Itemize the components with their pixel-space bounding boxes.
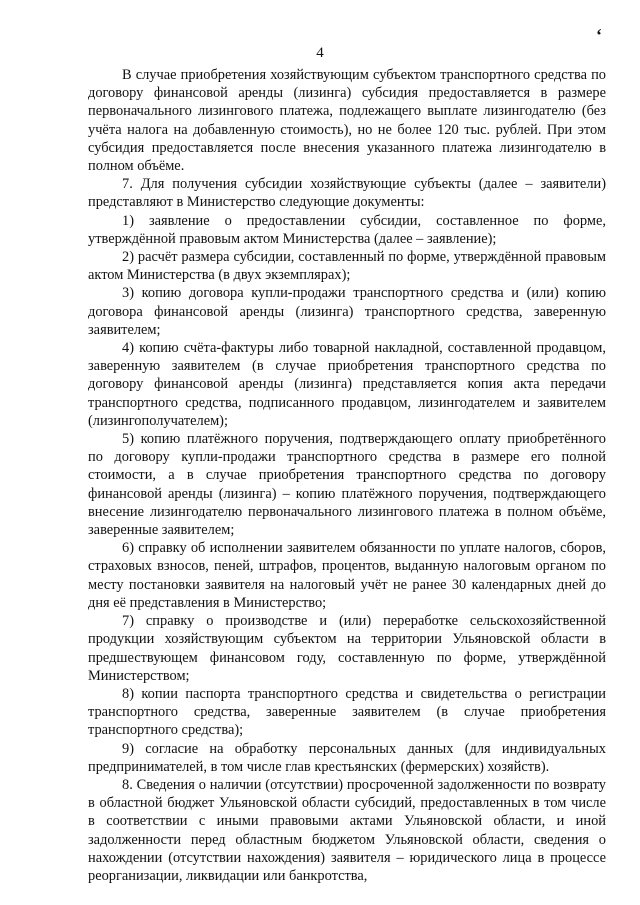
document-body: [88, 66, 606, 885]
paragraph-item-8: 8. Сведения о наличии (отсутствии) просроченной задолженности по возврату в областной бюджет Ульяновской области субсидий, предоставленных в том числе в соответствии с иными правовыми актами Ульяновской области, и иной задолженности перед областным бюджетом Ульяновской области, сведения о нахождении (отсутствии нахождения) заявителя – юридического лица в процессе реорганизации, ликвидации или банкротства,: [88, 776, 606, 884]
paragraph-item-7: 7. Для получения субсидии хозяйствующие субъекты (далее – заявители) представляют в Министерство следующие документы:: [88, 176, 606, 211]
page-number: 4: [316, 45, 324, 61]
list-item-8-vehicle-passport: 8) копии паспорта транспортного средства и свидетельства о регистрации транспортного средства, заверенные заявителем (в случае приобретения транспортного средства);: [88, 685, 606, 739]
list-item-4-invoice-copy: 4) копию счёта-фактуры либо товарной накладной, составленной продавцом, заверенную заявителем (в случае приобретения транспортного средства по договору финансовой аренды (лизинга) представляется копия акта передачи транспортного средства, подписанного продавцом, лизингодателем и заявителем (лизингополучателем);: [88, 340, 606, 429]
list-item-9-data-consent: 9) согласие на обработку персональных данных (для индивидуальных предпринимателей, в том числе глав крестьянских (фермерских) хозяйств).: [88, 740, 606, 775]
corner-mark: ‘: [596, 25, 602, 45]
list-item-1-application: 1) заявление о предоставлении субсидии, составленное по форме, утверждённой правовым актом Министерства (далее – заявление);: [88, 212, 606, 247]
list-item-5-payment-order: 5) копию платёжного поручения, подтверждающего оплату приобретённого по договору купли-продажи транспортного средства в размере его полной стоимости, а в случае приобретения транспортного средства по договору финансовой аренды (лизинга) – копию платёжного поручения, подтверждающего внесение лизингодателю первоначального лизингового платежа в полном объёме, заверенные заявителем;: [88, 431, 606, 539]
list-item-7-production-certificate: 7) справку о производстве и (или) переработке сельскохозяйственной продукции хозяйствующим субъектом на территории Ульяновской области в предшествующем финансовом году, составленную по форме, утверждённой Министерством;: [88, 613, 606, 684]
list-item-3-contract-copy: 3) копию договора купли-продажи транспортного средства и (или) копию договора финансовой аренды (лизинга) транспортного средства, заверенную заявителем;: [88, 285, 606, 338]
list-item-6-tax-certificate: 6) справку об исполнении заявителем обязанности по уплате налогов, сборов, страховых взносов, пеней, штрафов, процентов, выданную налоговым органом по месту постановки заявителя на налоговый учёт не ранее 30 календарных дней до дня её представления в Министерство;: [88, 540, 606, 611]
list-item-2-calculation: 2) расчёт размера субсидии, составленный по форме, утверждённой правовым актом Министерства (в двух экземплярах);: [88, 249, 606, 284]
paragraph-leasing-subsidy: В случае приобретения хозяйствующим субъектом транспортного средства по договору финансовой аренды (лизинга) субсидия предоставляется в размере первоначального лизингового платежа, подлежащего выплате лизингодателю (без учёта налога на добавленную стоимость), но не более 120 тыс. рублей. При этом субсидия предоставляется после внесения указанного платежа лизингодателю в полном объёме.: [88, 67, 606, 175]
